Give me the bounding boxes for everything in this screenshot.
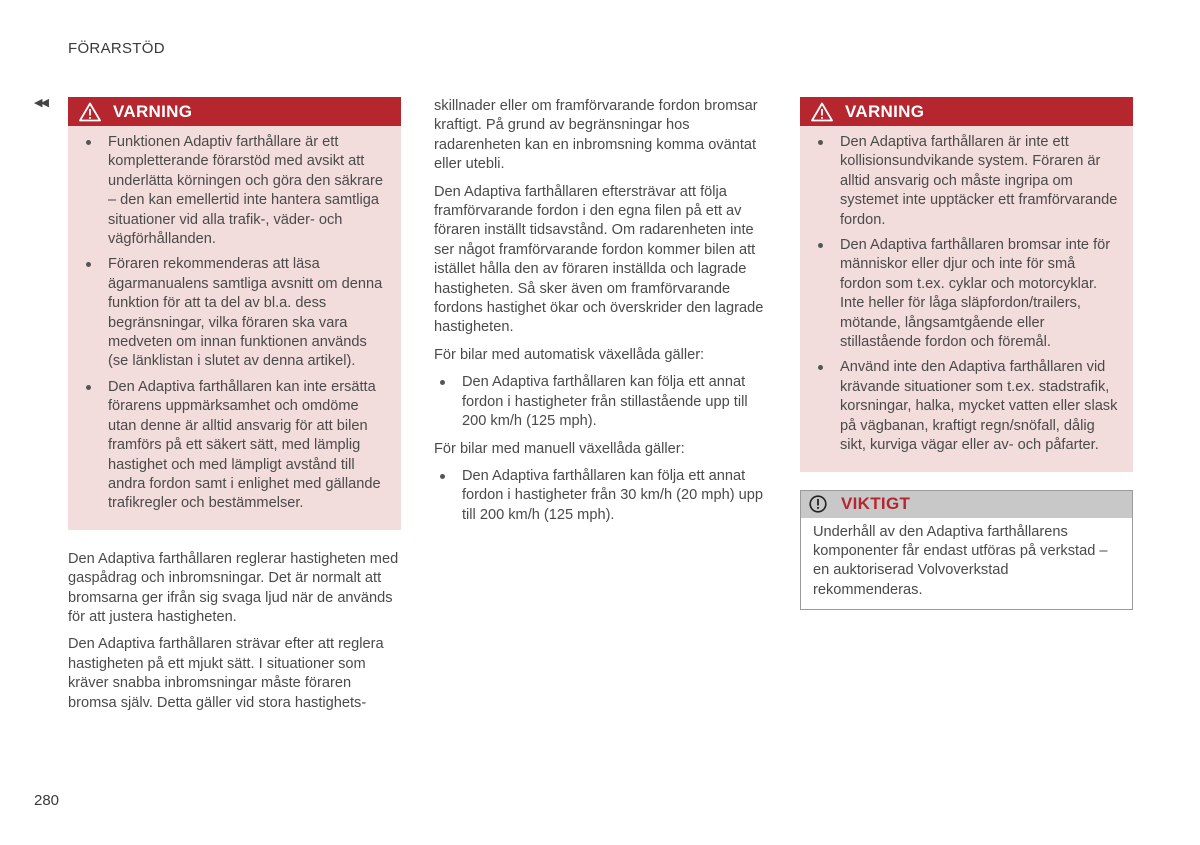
list-item: Den Adaptiva farthållaren är inte ett kollisionsundvikande system. Föraren är alltid ansvarig och måste ingripa om systemet inte upptäcker ett framförvarande fordon. [840, 133, 1119, 230]
list-item: Den Adaptiva farthållaren kan följa ett annat fordon i hastigheter från 30 km/h (20 mph) upp till 200 km/h (125 mph). [462, 467, 766, 525]
double-chevron-left-icon[interactable]: ◀◀ [34, 97, 47, 109]
column-middle [434, 97, 766, 533]
warning-box [800, 97, 1133, 472]
paragraph: Den Adaptiva farthållaren strävar efter att reglera hastigheten på ett mjukt sätt. I situationer som kräver snabba inbromsningar måste föraren bromsa själv. Detta gäller vid stora hastighets- [68, 636, 384, 711]
warning-title: VARNING [113, 101, 193, 121]
paragraph: Den Adaptiva farthållaren reglerar hastigheten med gaspådrag och inbromsningar. Det är normalt att bromsarna ger ifrån sig svaga ljud när de används för att justera hastigheten. [68, 550, 399, 625]
exclamation-circle-icon [809, 495, 827, 513]
list-item: Den Adaptiva farthållaren kan inte ersätta förarens uppmärksamhet och omdöme utan denne är alltid ansvarig för att bilen framförs på ett säkert sätt, med lämplig hastighet och med lämpligt avstånd till andra fordon samt i enlighet med gällande trafikregler och bestämmelser. [108, 378, 387, 514]
paragraph: Den Adaptiva farthållaren eftersträvar att följa framförvarande fordon i den egna filen på ett av föraren inställt tidsavstånd. Om radarenheten inte ser något framförvarande fordon kommer bilen att istället hålla den av föraren inställda och lagrade hastigheten. Så sker även om framförvarande fordons hastighet ökar och överskrider den lagrade hastigheten. [434, 183, 764, 336]
list-item: Föraren rekommenderas att läsa ägarmanualens samtliga avsnitt om denna funktion för att ta del av bl.a. dess begränsningar, vilka föraren ska vara medveten om innan funktionen används (se länklistan i slutet av denna artikel). [108, 255, 387, 371]
bullet-list [434, 373, 766, 431]
warning-header [68, 97, 401, 126]
page-number: 280 [34, 792, 60, 809]
warning-list [68, 126, 401, 514]
list-item: Den Adaptiva farthållaren kan följa ett annat fordon i hastigheter från stillastående upp till 200 km/h (125 mph). [462, 373, 766, 431]
important-text: Underhåll av den Adaptiva farthållarens komponenter får endast utföras på verkstad – en auktoriserad Volvoverkstad rekommenderas. [813, 523, 1108, 598]
warning-triangle-icon [811, 102, 833, 122]
column-right [800, 97, 1133, 610]
important-box [800, 490, 1133, 611]
bullet-list [434, 467, 766, 525]
paragraph: För bilar med automatisk växellåda gäller: [434, 346, 705, 363]
column-left [68, 97, 401, 721]
list-item: Den Adaptiva farthållaren bromsar inte för människor eller djur och inte för små fordon som t.ex. cyklar och motorcyklar. Inte heller för låga släpfordon/trailers, mötande, långsamtgående eller stillastående fordon och föremål. [840, 236, 1119, 352]
important-title: VIKTIGT [841, 494, 911, 514]
list-item: Använd inte den Adaptiva farthållaren vid krävande situationer som t.ex. stadstrafik, korsningar, halka, mycket vatten eller slask på vägbanan, kraftigt regn/snöfall, dålig sikt, kurviga vägar eller av- och påfarter. [840, 358, 1119, 455]
warning-triangle-icon [79, 102, 101, 122]
body-text [68, 550, 401, 713]
paragraph: skillnader eller om framförvarande fordon bromsar kraftigt. På grund av begränsningar hos radarenheten kan en inbromsning komma oväntat eller utebli. [434, 98, 758, 173]
warning-list [800, 126, 1133, 456]
important-header [801, 491, 1132, 518]
list-item: Funktionen Adaptiv farthållare är ett kompletterande förarstöd med avsikt att underlätta körningen och göra den säkrare – den kan emellertid inte hantera samtliga situationer vid alla trafik-, väder- och vägförhållanden. [108, 133, 387, 249]
warning-header [800, 97, 1133, 126]
warning-title: VARNING [845, 101, 925, 121]
section-title: FÖRARSTÖD [68, 40, 165, 57]
paragraph: För bilar med manuell växellåda gäller: [434, 440, 685, 457]
warning-box [68, 97, 401, 530]
